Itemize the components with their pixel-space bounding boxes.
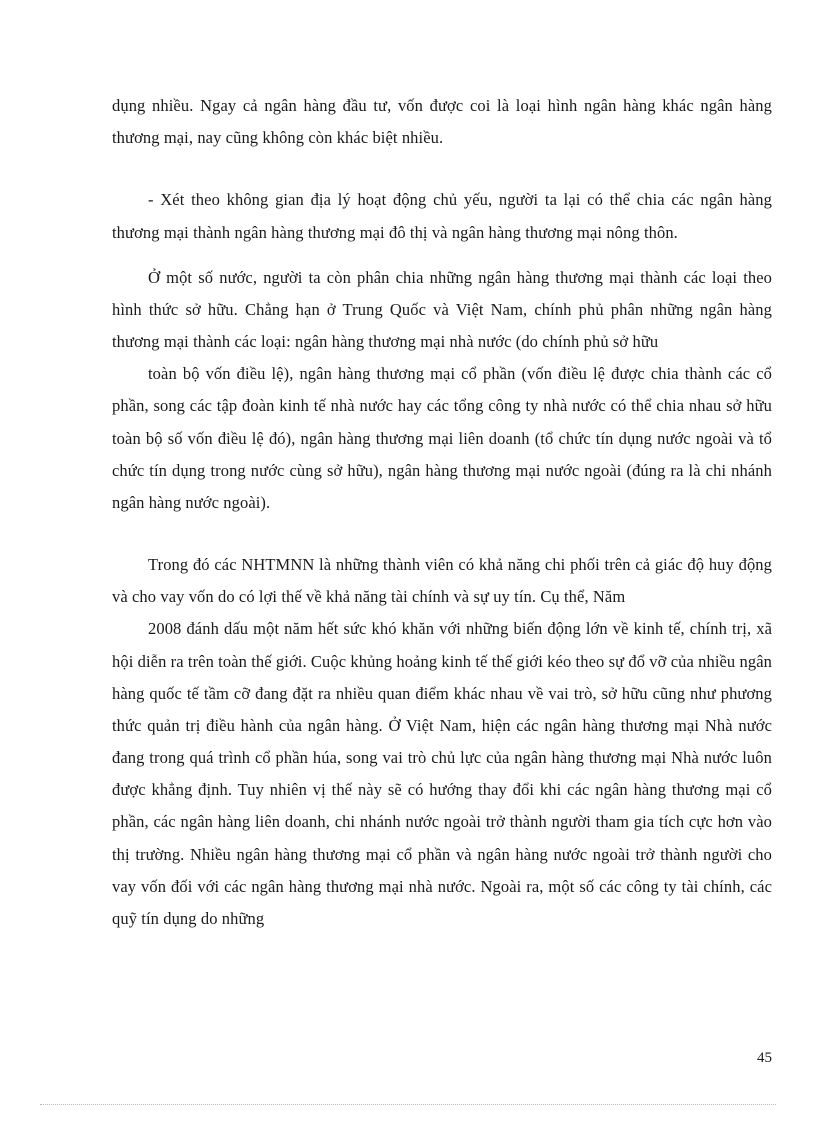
paragraph: dụng nhiều. Ngay cả ngân hàng đầu tư, vốn được coi là loại hình ngân hàng khác ngân hàng thương mại, nay cũng không còn khác biệt nhiều.: [112, 96, 772, 148]
footer-divider: [40, 1104, 776, 1105]
paragraph: toàn bộ vốn điều lệ), ngân hàng thương mại cổ phần (vốn điều lệ được chia thành các cổ phần, song các tập đoàn kinh tế nhà nước hay các tổng công ty nhà nước có thể chia nhau sở hữu toàn bộ số vốn điều lệ đó), ngân hàng thương mại liên doanh (tổ chức tín dụng nước ngoài và tổ chức tín dụng trong nước cùng sở hữu), ngân hàng thương mại nước ngoài (đúng ra là chi nhánh ngân hàng nước ngoài).: [112, 364, 772, 512]
paragraph: 2008 đánh dấu một năm hết sức khó khăn với những biến động lớn về kinh tế, chính trị, xã hội diễn ra trên toàn thế giới. Cuộc khủng hoảng kinh tế thế giới kéo theo sự đổ vỡ của nhiều ngân hàng quốc tế tầm cỡ đang đặt ra nhiều quan điểm khác nhau về vai trò, sở hữu cũng như phương thức quản trị điều hành của ngân hàng. Ở Việt Nam, hiện các ngân hàng thương mại Nhà nước đang trong quá trình cổ phần húa, song vai trò chủ lực của ngân hàng thương mại Nhà nước luôn được khẳng định. Tuy nhiên vị thế này sẽ có hướng thay đổi khi các ngân hàng thương mại cổ phần, các ngân hàng liên doanh, chi nhánh nước ngoài trở thành người tham gia tích cực hơn vào thị trường. Nhiều ngân hàng thương mại cổ phần và ngân hàng nước ngoài trở thành người cho vay vốn đối với các ngân hàng thương mại nhà nước. Ngoài ra, một số các công ty tài chính, các quỹ tín dụng do những: [112, 619, 772, 928]
paragraph: Ở một số nước, người ta còn phân chia những ngân hàng thương mại thành các loại theo hình thức sở hữu. Chẳng hạn ở Trung Quốc và Việt Nam, chính phủ phân những ngân hàng thương mại thành các loại: ngân hàng thương mại nhà nước (do chính phủ sở hữu: [112, 267, 772, 352]
paragraph: Trong đó các NHTMNN là những thành viên có khả năng chi phối trên cả giác độ huy động và cho vay vốn do có lợi thế về khả năng tài chính và sự uy tín. Cụ thể, Năm: [112, 555, 772, 607]
document-body: [112, 90, 772, 935]
paragraph: - Xét theo không gian địa lý hoạt động chủ yếu, người ta lại có thể chia các ngân hàng thương mại thành ngân hàng thương mại đô thị và ngân hàng thương mại nông thôn.: [112, 190, 772, 242]
page-number: 45: [757, 1050, 772, 1066]
